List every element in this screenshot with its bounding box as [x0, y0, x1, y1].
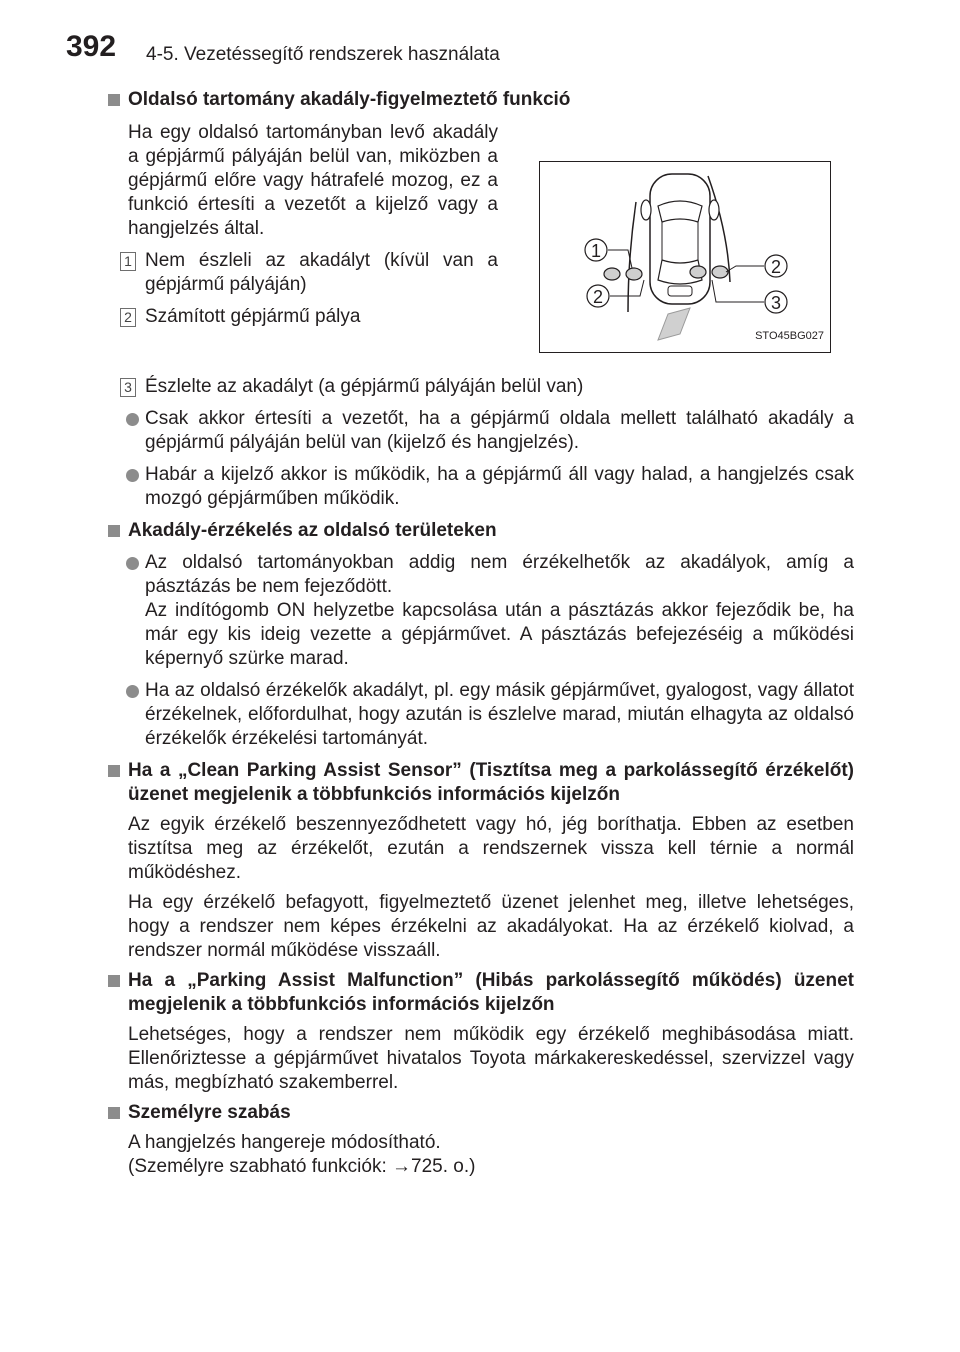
square-bullet-icon [108, 525, 120, 537]
running-head: 4-5. Vezetéssegítő rendszerek használata [146, 44, 500, 65]
parking-sensor-figure [539, 161, 831, 353]
section-heading [108, 519, 854, 543]
numbered-item-text: Nem észleli az akadályt (kívül van a gépjármű pályáján) [145, 250, 498, 295]
round-bullet-icon [126, 413, 139, 426]
numbered-item [108, 249, 498, 297]
section-title: Ha a „Clean Parking Assist Sensor” (Tisztítsa meg a parkolássegítő érzékelőt) üzenet megjelenik a többfunkciós információs kijelzőn [128, 760, 854, 805]
paragraph: Ha egy érzékelő befagyott, figyelmeztető üzenet jelenhet meg, illetve lehetséges, hogy a rendszer nem képes érzékelni az akadályokat. Ha az érzékelő kiolvad, a rendszer normál működése visszaáll. [128, 892, 854, 961]
number-box: 3 [120, 378, 136, 397]
number-box: 2 [120, 308, 136, 327]
bullet-text: Ha az oldalsó érzékelők akadályt, pl. egy másik gépjárművet, gyalogost, vagy állatot érzékelnek, előfordulhat, hogy azután is észlelve marad, miután elhagyta az oldalsó érzékelők érzékelési tartományát. [145, 680, 854, 749]
section-title: Akadály-érzékelés az oldalsó területeken [128, 520, 497, 541]
section-title: Oldalsó tartomány akadály-figyelmeztető funkció [128, 89, 571, 110]
square-bullet-icon [108, 1107, 120, 1119]
page-content [108, 88, 854, 1179]
square-bullet-icon [108, 765, 120, 777]
intro-text-column [108, 121, 498, 329]
callout-label: 1 [590, 241, 602, 261]
section-heading [108, 1101, 854, 1125]
numbered-item [108, 305, 498, 329]
bullet-text: Csak akkor értesíti a vezetőt, ha a gépjármű oldala mellett található akadály a gépjármű pályáján belül van (kijelző és hangjelzés). [145, 408, 854, 453]
intro-with-figure [108, 121, 854, 375]
section-title: Személyre szabás [128, 1102, 291, 1123]
bullet-text: Az oldalsó tartományokban addig nem érzékelhetők az akadályok, amíg a pásztázás be nem fejeződött. [145, 552, 854, 597]
paragraph: A hangjelzés hangereje módosítható. [128, 1132, 441, 1153]
bullet-text: Az indítógomb ON helyzetbe kapcsolása után a pásztázás akkor fejeződik be, ha már egy kis ideig vezette a gépjárművet. A pásztázás befejezéséig a működési képernyő szürke marad. [145, 600, 854, 669]
section-heading [108, 88, 854, 112]
intro-paragraph: Ha egy oldalsó tartományban levő akadály a gépjármű pályáján belül van, miközben a gépjármű előre vagy hátrafelé mozog, ez a funkció értesíti a vezetőt a kijelző vagy a hangjelzés által. [128, 122, 498, 239]
round-bullet-icon [126, 685, 139, 698]
callout-label: 2 [770, 257, 782, 277]
square-bullet-icon [108, 94, 120, 106]
paragraph: Lehetséges, hogy a rendszer nem működik egy érzékelő meghibásodása miatt. Ellenőriztesse a gépjárművet hivatalos Toyota márkakereskedéssel, szervizzel vagy más, megbízható szakemberrel. [128, 1024, 854, 1093]
number-box: 1 [120, 252, 136, 271]
numbered-item [108, 375, 854, 399]
section-heading [108, 759, 854, 807]
page-number: 392 [66, 30, 117, 63]
round-bullet-icon [126, 557, 139, 570]
bullet-item [108, 551, 854, 671]
bullet-item [108, 679, 854, 751]
paragraph: Az egyik érzékelő beszennyeződhetett vagy hó, jég boríthatja. Ebben az esetben tisztítsa meg az érzékelőt, ezután a rendszernek vissza kell térnie a normál működéshez. [128, 814, 854, 883]
section-heading [108, 969, 854, 1017]
bullet-item [108, 407, 854, 455]
bullet-item [108, 463, 854, 511]
callout-label: 3 [770, 293, 782, 313]
bullet-text: Habár a kijelző akkor is működik, ha a gépjármű áll vagy halad, a hangjelzés csak mozgó gépjárműben működik. [145, 464, 854, 509]
numbered-item-text: Észlelte az akadályt (a gépjármű pályáján belül van) [145, 376, 584, 397]
figure-code: STO45BG027 [755, 330, 824, 342]
numbered-item-text: Számított gépjármű pálya [145, 306, 361, 327]
round-bullet-icon [126, 469, 139, 482]
callout-label: 2 [592, 287, 604, 307]
cross-reference[interactable]: (Személyre szabható funkciók: →725. o.) [128, 1156, 476, 1177]
section-title: Ha a „Parking Assist Malfunction” (Hibás parkolássegítő működés) üzenet megjelenik a többfunkciós információs kijelzőn [128, 970, 854, 1015]
square-bullet-icon [108, 975, 120, 987]
